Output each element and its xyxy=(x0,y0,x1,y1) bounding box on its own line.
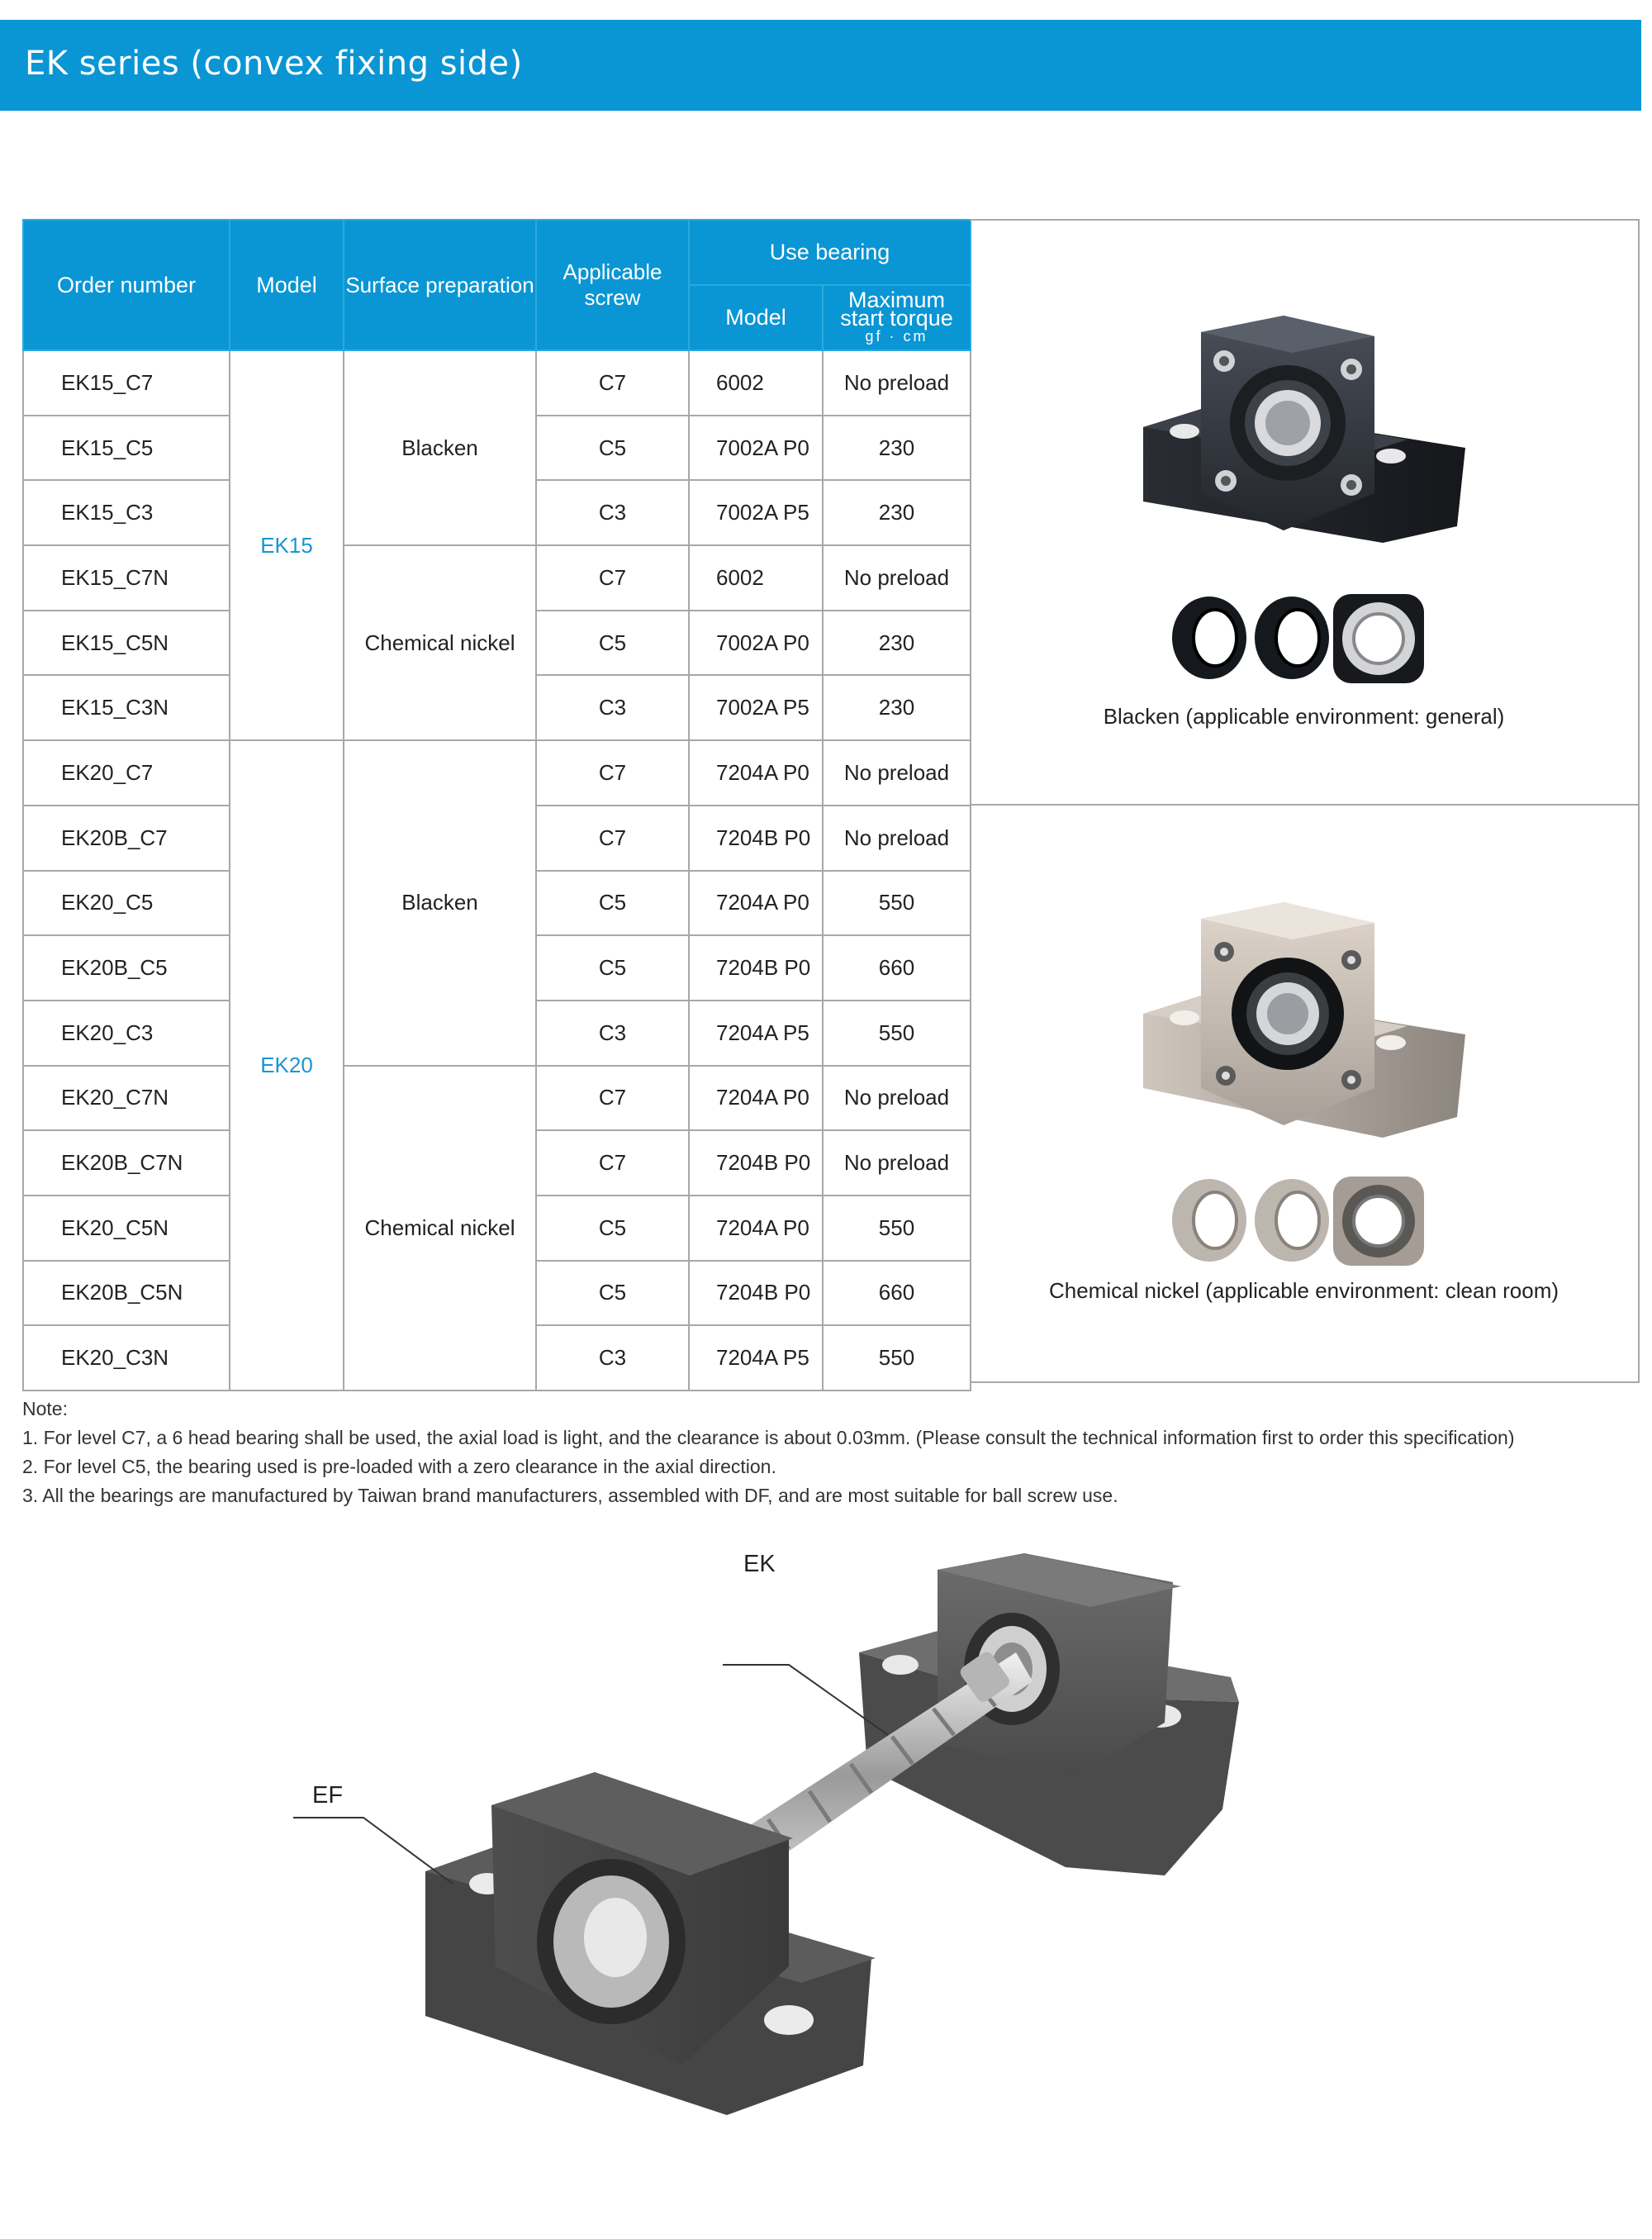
torque-cell: 550 xyxy=(823,1001,971,1066)
header-torque-unit: gf · cm xyxy=(865,327,928,345)
order-number-cell: EK20_C3 xyxy=(23,1001,230,1066)
surface-cell: Chemical nickel xyxy=(344,1066,536,1390)
bearing-model-cell: 7002A P5 xyxy=(689,675,823,740)
order-number-cell: EK20_C5N xyxy=(23,1196,230,1261)
screw-cell: C5 xyxy=(536,1196,689,1261)
order-number-cell: EK20B_C5N xyxy=(23,1261,230,1326)
surface-cell: Blacken xyxy=(344,740,536,1065)
torque-cell: 230 xyxy=(823,611,971,676)
torque-cell: 230 xyxy=(823,480,971,545)
bearing-model-cell: 7002A P0 xyxy=(689,611,823,676)
bearing-model-cell: 7204A P0 xyxy=(689,740,823,806)
model-cell: EK20 xyxy=(230,740,344,1390)
header-use-bearing: Use bearing xyxy=(689,220,971,285)
screw-cell: C5 xyxy=(536,1261,689,1326)
table-row xyxy=(23,740,971,806)
order-number-cell: EK20B_C7N xyxy=(23,1130,230,1196)
blacken-caption: Blacken (applicable environment: general) xyxy=(1103,704,1505,729)
table-row xyxy=(23,545,971,611)
torque-cell: No preload xyxy=(823,806,971,871)
bearing-model-cell: 7204A P0 xyxy=(689,1196,823,1261)
header-screw: Applicable screw xyxy=(536,220,689,350)
bearing-model-cell: 7204B P0 xyxy=(689,806,823,871)
order-number-cell: EK15_C3 xyxy=(23,480,230,545)
torque-cell: 660 xyxy=(823,1261,971,1326)
order-number-cell: EK15_C5N xyxy=(23,611,230,676)
header-banner xyxy=(0,20,1641,111)
bearing-model-cell: 7204A P5 xyxy=(689,1325,823,1390)
torque-cell: No preload xyxy=(823,740,971,806)
order-number-cell: EK20_C7N xyxy=(23,1066,230,1131)
product-photo-panel xyxy=(970,219,1640,1383)
screw-cell: C7 xyxy=(536,806,689,871)
torque-cell: 230 xyxy=(823,416,971,481)
order-number-cell: EK20_C3N xyxy=(23,1325,230,1390)
photo-divider xyxy=(970,804,1638,806)
note-item: 2. For level C5, the bearing used is pre-loaded with a zero clearance in the axial direction. xyxy=(22,1456,776,1477)
bearing-model-cell: 7204B P0 xyxy=(689,935,823,1001)
torque-cell: No preload xyxy=(823,1130,971,1196)
screw-cell: C7 xyxy=(536,350,689,416)
order-number-cell: EK15_C7 xyxy=(23,350,230,416)
torque-cell: 660 xyxy=(823,935,971,1001)
screw-cell: C5 xyxy=(536,871,689,936)
bearing-model-cell: 7204B P0 xyxy=(689,1130,823,1196)
order-number-cell: EK20B_C7 xyxy=(23,806,230,871)
torque-cell: No preload xyxy=(823,545,971,611)
bearing-model-cell: 7002A P5 xyxy=(689,480,823,545)
nickel-caption: Chemical nickel (applicable environment: clean room) xyxy=(1048,1278,1559,1303)
page-title: EK series (convex fixing side) xyxy=(25,45,523,83)
ef-callout-label: EF xyxy=(312,1782,344,1809)
screw-cell: C7 xyxy=(536,740,689,806)
nickel-collars-photo xyxy=(1164,1158,1436,1282)
bearing-model-cell: 7002A P0 xyxy=(689,416,823,481)
screw-cell: C5 xyxy=(536,611,689,676)
bearing-model-cell: 7204A P0 xyxy=(689,1066,823,1131)
blacken-collars-photo xyxy=(1164,576,1436,700)
torque-cell: 550 xyxy=(823,1196,971,1261)
header-surface: Surface preparation xyxy=(344,220,536,350)
torque-cell: 550 xyxy=(823,871,971,936)
surface-cell: Blacken xyxy=(344,350,536,545)
assembly-diagram xyxy=(0,1537,1652,2239)
torque-cell: No preload xyxy=(823,350,971,416)
table-row xyxy=(23,350,971,416)
header-torque-line1: Maximum xyxy=(847,287,945,312)
notes-section xyxy=(22,1395,1633,1510)
screw-cell: C7 xyxy=(536,1130,689,1196)
ek-callout-label: EK xyxy=(743,1551,776,1577)
order-number-cell: EK15_C3N xyxy=(23,675,230,740)
order-number-cell: EK15_C7N xyxy=(23,545,230,611)
note-item: 3. All the bearings are manufactured by Taiwan brand manufacturers, assembled with DF, and are most suitable for ball screw use. xyxy=(22,1485,1118,1506)
screw-cell: C3 xyxy=(536,1325,689,1390)
bearing-model-cell: 6002 xyxy=(689,350,823,416)
model-cell: EK15 xyxy=(230,350,344,740)
header-torque xyxy=(823,285,971,350)
order-number-cell: EK15_C5 xyxy=(23,416,230,481)
header-bearing-model: Model xyxy=(689,285,823,350)
bearing-model-cell: 7204B P0 xyxy=(689,1261,823,1326)
surface-cell: Chemical nickel xyxy=(344,545,536,740)
header-model: Model xyxy=(230,220,344,350)
header-order-number: Order number xyxy=(23,220,230,350)
order-number-cell: EK20_C7 xyxy=(23,740,230,806)
torque-cell: 230 xyxy=(823,675,971,740)
notes-title: Note: xyxy=(22,1398,68,1419)
note-item: 1. For level C7, a 6 head bearing shall be used, the axial load is light, and the clearance is about 0.03mm. (Please consult the technical information first to order this specification) xyxy=(22,1427,1515,1448)
screw-cell: C3 xyxy=(536,1001,689,1066)
order-number-cell: EK20_C5 xyxy=(23,871,230,936)
screw-cell: C3 xyxy=(536,480,689,545)
screw-cell: C7 xyxy=(536,545,689,611)
bearing-model-cell: 6002 xyxy=(689,545,823,611)
torque-cell: 550 xyxy=(823,1325,971,1390)
torque-cell: No preload xyxy=(823,1066,971,1131)
order-number-cell: EK20B_C5 xyxy=(23,935,230,1001)
bearing-model-cell: 7204A P5 xyxy=(689,1001,823,1066)
screw-cell: C5 xyxy=(536,935,689,1001)
screw-cell: C3 xyxy=(536,675,689,740)
spec-table xyxy=(22,219,971,1391)
header-torque-line2: start torque xyxy=(840,305,953,330)
table-row xyxy=(23,1066,971,1131)
bearing-model-cell: 7204A P0 xyxy=(689,871,823,936)
screw-cell: C5 xyxy=(536,416,689,481)
screw-cell: C7 xyxy=(536,1066,689,1131)
